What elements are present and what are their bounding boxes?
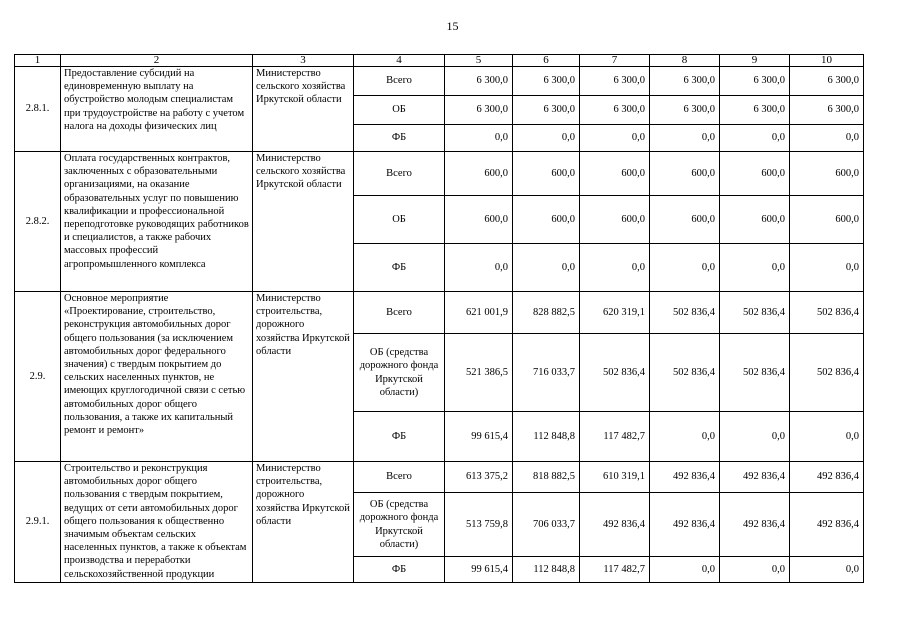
amount-cell: 600,0 [650,152,720,196]
header-cell: 2 [61,55,253,67]
amount-cell: 6 300,0 [513,96,580,125]
item-number: 2.9. [15,292,61,462]
funding-source: ФБ [354,412,445,462]
header-cell: 3 [253,55,354,67]
amount-cell: 492 836,4 [650,462,720,493]
funding-source: ОБ (средства дорожного фонда Иркутской области) [354,334,445,412]
amount-cell: 0,0 [580,125,650,152]
amount-cell: 0,0 [790,125,864,152]
amount-cell: 502 836,4 [720,292,790,334]
header-cell: 10 [790,55,864,67]
amount-cell: 492 836,4 [790,462,864,493]
item-number: 2.8.1. [15,67,61,152]
amount-cell: 0,0 [650,557,720,583]
amount-cell: 6 300,0 [513,67,580,96]
amount-cell: 492 836,4 [720,462,790,493]
amount-cell: 613 375,2 [445,462,513,493]
amount-cell: 0,0 [720,244,790,292]
amount-cell: 6 300,0 [650,67,720,96]
item-description: Предоставление субсидий на единовременную выплату на обустройство молодым специалистам при трудоустройстве на работу с учетом налога на доходы физических лиц [61,67,253,152]
amount-cell: 0,0 [513,125,580,152]
amount-cell: 600,0 [580,196,650,244]
amount-cell: 6 300,0 [720,96,790,125]
amount-cell: 117 482,7 [580,412,650,462]
header-cell: 7 [580,55,650,67]
responsible-executor: Министерство сельского хозяйства Иркутской области [253,67,354,152]
responsible-executor: Министерство сельского хозяйства Иркутской области [253,152,354,292]
item-description: Оплата государственных контрактов, заключенных с образовательными организациями, на оказание образовательных услуг по повышению квалификации и профессиональной переподготовке руководящих работников и специалистов, а также рабочих массовых профессий агропромышленного комплекса [61,152,253,292]
header-cell: 5 [445,55,513,67]
amount-cell: 6 300,0 [720,67,790,96]
amount-cell: 0,0 [790,244,864,292]
amount-cell: 502 836,4 [790,292,864,334]
amount-cell: 716 033,7 [513,334,580,412]
header-cell: 8 [650,55,720,67]
amount-cell: 99 615,4 [445,557,513,583]
amount-cell: 6 300,0 [580,96,650,125]
table-row [15,292,864,334]
funding-source: ОБ (средства дорожного фонда Иркутской области) [354,493,445,557]
header-cell: 1 [15,55,61,67]
funding-source: ФБ [354,557,445,583]
amount-cell: 600,0 [650,196,720,244]
amount-cell: 0,0 [790,412,864,462]
amount-cell: 706 033,7 [513,493,580,557]
amount-cell: 600,0 [720,152,790,196]
amount-cell: 600,0 [720,196,790,244]
amount-cell: 600,0 [445,196,513,244]
amount-cell: 6 300,0 [790,67,864,96]
table-row [15,152,864,196]
item-number: 2.8.2. [15,152,61,292]
funding-source: Всего [354,292,445,334]
amount-cell: 0,0 [445,244,513,292]
header-row [15,55,864,67]
amount-cell: 6 300,0 [790,96,864,125]
amount-cell: 492 836,4 [720,493,790,557]
amount-cell: 521 386,5 [445,334,513,412]
amount-cell: 620 319,1 [580,292,650,334]
amount-cell: 0,0 [720,557,790,583]
amount-cell: 112 848,8 [513,412,580,462]
funding-source: Всего [354,462,445,493]
amount-cell: 600,0 [790,152,864,196]
item-description: Строительство и реконструкция автомобильных дорог общего пользования с твердым покрытием, ведущих от сети автомобильных дорог общего пользования к общественно значимым объектам сельских населенных пунктов, а также к объектам производства и переработки сельскохозяйственной продукции [61,462,253,583]
amount-cell: 0,0 [650,125,720,152]
funding-source: ОБ [354,96,445,125]
header-cell: 9 [720,55,790,67]
amount-cell: 600,0 [513,196,580,244]
funding-source: ФБ [354,125,445,152]
amount-cell: 99 615,4 [445,412,513,462]
amount-cell: 0,0 [650,244,720,292]
amount-cell: 112 848,8 [513,557,580,583]
item-number: 2.9.1. [15,462,61,583]
amount-cell: 600,0 [445,152,513,196]
amount-cell: 0,0 [650,412,720,462]
funding-source: Всего [354,67,445,96]
amount-cell: 502 836,4 [720,334,790,412]
amount-cell: 492 836,4 [650,493,720,557]
page-number: 15 [446,19,459,33]
amount-cell: 6 300,0 [445,67,513,96]
amount-cell: 600,0 [790,196,864,244]
amount-cell: 6 300,0 [580,67,650,96]
amount-cell: 828 882,5 [513,292,580,334]
amount-cell: 0,0 [790,557,864,583]
item-description: Основное мероприятие «Проектирование, строительство, реконструкция автомобильных дорог общего пользования (за исключением автомобильных дорог федерального значения) с твердым покрытием до сельских населенных пунктов, не имеющих круглогодичной связи с сетью автомобильных дорог общего пользования, а также их капитальный ремонт и ремонт» [61,292,253,462]
amount-cell: 818 882,5 [513,462,580,493]
header-cell: 6 [513,55,580,67]
amount-cell: 513 759,8 [445,493,513,557]
amount-cell: 0,0 [445,125,513,152]
amount-cell: 621 001,9 [445,292,513,334]
amount-cell: 492 836,4 [790,493,864,557]
amount-cell: 492 836,4 [580,493,650,557]
amount-cell: 0,0 [513,244,580,292]
amount-cell: 600,0 [580,152,650,196]
funding-source: ФБ [354,244,445,292]
amount-cell: 6 300,0 [445,96,513,125]
header-cell: 4 [354,55,445,67]
responsible-executor: Министерство строительства, дорожного хозяйства Иркутской области [253,462,354,583]
amount-cell: 0,0 [720,125,790,152]
table-row [15,462,864,493]
amount-cell: 502 836,4 [650,334,720,412]
amount-cell: 502 836,4 [580,334,650,412]
amount-cell: 117 482,7 [580,557,650,583]
amount-cell: 0,0 [720,412,790,462]
table-row [15,67,864,96]
amount-cell: 6 300,0 [650,96,720,125]
amount-cell: 610 319,1 [580,462,650,493]
amount-cell: 502 836,4 [650,292,720,334]
amount-cell: 502 836,4 [790,334,864,412]
amount-cell: 600,0 [513,152,580,196]
responsible-executor: Министерство строительства, дорожного хозяйства Иркутской области [253,292,354,462]
amount-cell: 0,0 [580,244,650,292]
budget-table [14,54,864,583]
funding-source: ОБ [354,196,445,244]
funding-source: Всего [354,152,445,196]
